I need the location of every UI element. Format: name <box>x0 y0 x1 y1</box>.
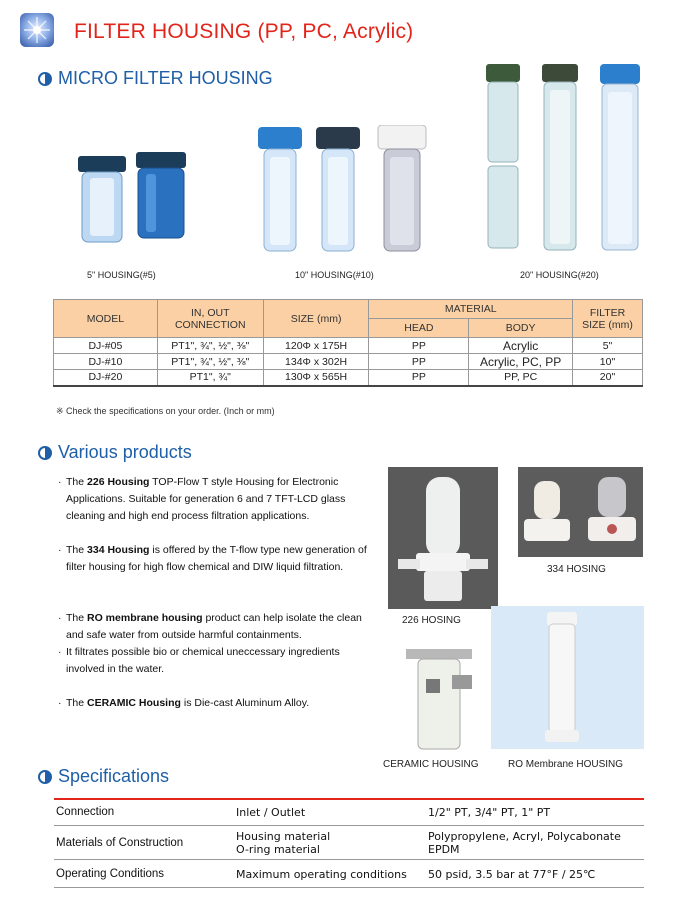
order-note: ※ Check the specifications on your order. (Inch or mm) <box>56 406 275 416</box>
th-material: MATERIAL <box>369 300 573 319</box>
section-heading-micro: MICRO FILTER HOUSING <box>38 68 273 89</box>
th-model: MODEL <box>54 300 158 338</box>
caption-ceramic: CERAMIC HOUSING <box>383 759 479 770</box>
half-circle-icon <box>38 770 52 784</box>
photo-334-housing <box>518 467 643 557</box>
th-filter-size: FILTER SIZE (mm) <box>573 300 643 338</box>
th-head: HEAD <box>369 319 469 338</box>
list-item: · The 334 Housing is offered by the T-flow type new generation of filter housing for high flow chemical and DIW liquid filtration. <box>58 544 367 573</box>
photo-5-inch-housing <box>72 148 202 248</box>
half-circle-icon <box>38 446 52 460</box>
section-heading-various: Various products <box>38 442 192 463</box>
table-row: Materials of Construction Housing material O-ring material Polypropylene, Acryl, Polycabonate EPDM <box>54 826 644 860</box>
list-item: · The 226 Housing TOP-Flow T style Housing for Electronic Applications. Suitable for generation 6 and 7 TFT-LCD glass cleaning and high end process filtration applications. <box>58 476 346 522</box>
photo-20-inch-housing <box>482 62 652 257</box>
photo-10-inch-housing <box>254 125 434 255</box>
list-item: · It filtrates possible bio or chemical uneccessary ingredients involved in the water. <box>58 646 340 675</box>
caption-5-inch: 5" HOUSING(#5) <box>87 270 156 280</box>
caption-ro: RO Membrane HOUSING <box>508 759 624 770</box>
section-heading-specs: Specifications <box>38 766 169 787</box>
company-logo <box>20 13 54 47</box>
list-item: · The CERAMIC Housing is Die-cast Aluminum Alloy. <box>58 697 310 709</box>
table-row: Operating Conditions Maximum operating conditions 50 psid, 3.5 bar at 77°F / 25℃ <box>54 860 644 888</box>
page-title: FILTER HOUSING (PP, PC, Acrylic) <box>74 20 414 43</box>
photo-226-housing <box>388 467 498 609</box>
caption-226: 226 HOSING <box>402 615 461 626</box>
table-row: DJ-#10 PT1", ¾", ½", ⅜" 134Φ x 302H PP Acrylic, PC, PP 10" <box>54 354 643 370</box>
list-item: · The RO membrane housing product can help isolate the clean and safe water from outside harmful containments. <box>58 612 362 641</box>
photo-ro-housing <box>491 606 644 749</box>
housing-spec-table <box>53 299 643 387</box>
photo-ceramic-housing <box>404 645 474 755</box>
table-row: Connection Inlet / Outlet 1/2" PT, 3/4" PT, 1" PT <box>54 798 644 826</box>
table-row: DJ-#20 PT1", ¾" 130Φ x 565H PP PP, PC 20" <box>54 370 643 386</box>
caption-20-inch: 20" HOUSING(#20) <box>520 270 599 280</box>
half-circle-icon <box>38 72 52 86</box>
th-body: BODY <box>469 319 573 338</box>
th-size: SIZE (mm) <box>263 300 369 338</box>
caption-10-inch: 10" HOUSING(#10) <box>295 270 374 280</box>
table-row: DJ-#05 PT1", ¾", ½", ⅜" 120Φ x 175H PP Acrylic 5" <box>54 338 643 354</box>
caption-334: 334 HOSING <box>547 564 606 575</box>
th-connection: IN, OUT CONNECTION <box>157 300 263 338</box>
